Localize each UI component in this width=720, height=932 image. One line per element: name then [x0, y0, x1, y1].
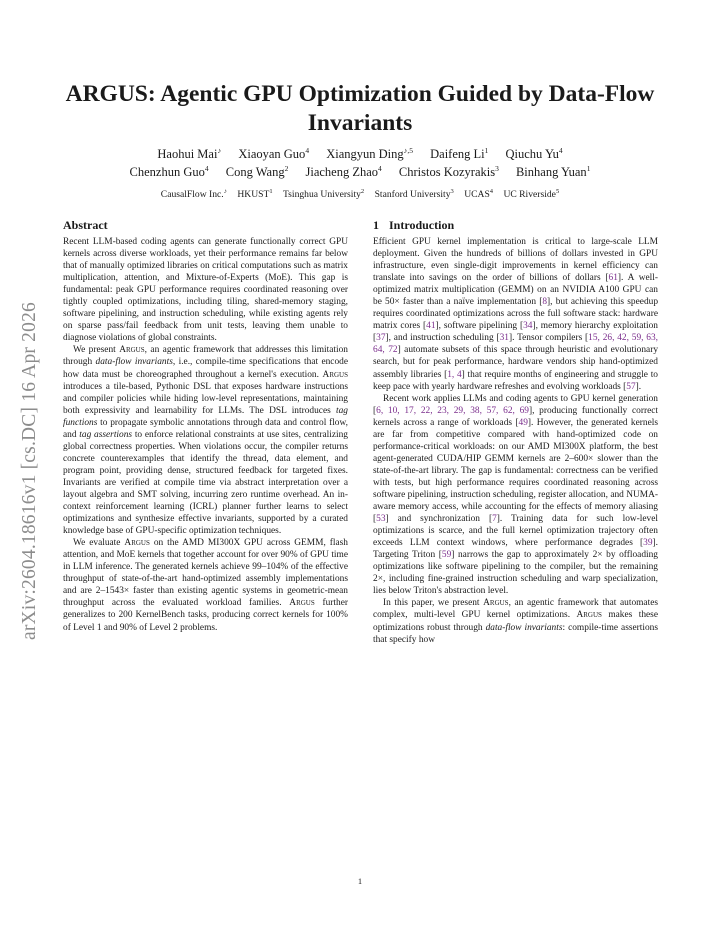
abstract-paragraph	[63, 236, 348, 344]
text-run: , i.e., compile-time specifications that encode how data must be choreographed throughout a kernel's execution.	[63, 357, 349, 380]
affiliation: HKUST$^1$	[237, 188, 273, 200]
affiliation: UCAS$^4$	[464, 188, 494, 200]
introduction-paragraph	[373, 393, 658, 598]
citation-link[interactable]: 59	[441, 550, 452, 561]
author: Xiangyun Ding$^{♪,5}$	[326, 146, 413, 161]
citation-link[interactable]: 34	[523, 321, 533, 332]
author: Haohui Mai♪	[157, 146, 222, 161]
text-run: ]. Training data for such low-level optimizations is scarce, and the full kernel optimization trajectory often exceeds LLM context windows, where performance degrades [	[373, 514, 658, 549]
citation-link[interactable]: 15, 26, 42, 59, 63, 64, 72	[373, 333, 659, 356]
system-name: Argus	[322, 369, 348, 380]
text-run: In this paper, we present	[383, 598, 484, 609]
emphasis-text: tag assertions	[79, 429, 133, 440]
abstract-paragraph	[63, 537, 348, 633]
arxiv-identifier: arXiv:2604.18616v1 [cs.DC] 16 Apr 2026	[19, 302, 40, 640]
text-run: ] that require months of engineering and struggle to keep pace with yearly hardware refreshes and evolving workloads [	[373, 369, 658, 392]
introduction-column	[373, 217, 658, 646]
author: Binhang Yuan$^1$	[515, 164, 591, 179]
citation-link[interactable]: 37	[376, 333, 386, 344]
author: Cong Wang$^2$	[225, 164, 289, 179]
citation-link[interactable]: 1, 4	[447, 369, 462, 380]
author: Chenzhun Guo$^4$	[129, 164, 209, 179]
text-run: ], software pipelining [	[435, 321, 524, 332]
system-name: Argus	[124, 538, 150, 549]
abstract-column	[63, 217, 348, 634]
text-run: to enforce relational constraints at use sites, centralizing global correctness properties. When violations occur, the compiler returns concrete counterexamples that identify the thread, data element, and program point, providing dense, structured feedback for targeted fixes. Invariants are verified at compile time via abstract interpretation over a layout algebra and SMT solving, incurring zero runtime overhead. An in-context reinforcement learning (ICRL) planner further learns to select optimizations and synthesize effective invariants, supported by a curated knowledge base of GPU-specific optimization techniques.	[63, 429, 348, 537]
author-list-row-2	[60, 164, 660, 180]
text-run: ] and synchronization [	[385, 514, 493, 525]
text-run: ] narrows the gap to approximately 2× by offloading optimizations like software pipelining to the compiler, but the remaining 2×, including fine-grained instruction scheduling and warp specialization, lies below Triton's abstraction level.	[373, 550, 658, 597]
text-run: ]. However, the generated kernels are far from competitive compared with hand-optimized code on performance-critical workloads: on our AMD MI300X platform, the best agent-generated CUDA/HIP GEMM kernels are 2–600× slower than the state-of-the-art library. The gap is fundamental: correctness can be verified with tests, but high performance requires coordinated reasoning across software pipelining, instruction scheduling, register allocation, and NUMA-aware memory access, while accounting for the effects of memory aliasing [	[373, 417, 658, 525]
text-run: We present	[73, 345, 120, 356]
text-run: Efficient GPU kernel implementation is critical to large-scale LLM deployment. Given the hundreds of billions of dollars invested in GPU infrastructure, even single-digit improvements in kernel efficiency can translate into savings on the order of billions of dollars [	[373, 237, 658, 284]
text-run: ], and instruction scheduling [	[385, 333, 500, 344]
section-title: Introduction	[389, 218, 455, 232]
text-run: ], memory hierarchy exploitation [	[373, 321, 658, 344]
emphasis-text: tag functions	[63, 405, 348, 428]
emphasis-text: data-flow invariants	[485, 622, 563, 633]
citation-link[interactable]: 61	[608, 273, 618, 284]
text-run: to propagate symbolic annotations through data and control flow, and	[63, 417, 348, 440]
affiliation: Tsinghua University$^2$	[282, 188, 365, 200]
text-run: ] automate subsets of this space through heuristic and evolutionary search, but for peak performance, hardware vendors ship hand-optimized assembly libraries [	[373, 345, 659, 380]
text-run: Recent LLM-based coding agents can generate functionally correct GPU kernels across diverse workloads, yet their performance remains far below that of manually optimized libraries on critical computations such as matrix multiplication, attention, and Mixture-of-Experts (MoE). This gap is fundamental: peak GPU performance requires coordinated reasoning over tightly coupled optimizations, including tiling, shared-memory staging, software pipelining, and instruction scheduling, while existing agents rely on sparse pass/fail feedback from unit tests, leaving them unable to diagnose violations of global constraints.	[63, 237, 348, 344]
citation-link[interactable]: 7	[492, 514, 497, 525]
introduction-heading	[373, 217, 658, 233]
author: Christos Kozyrakis$^3$	[398, 164, 499, 179]
text-run: : compile-time assertions that specify how	[373, 622, 659, 645]
system-name: Argus	[576, 610, 602, 621]
text-run: ], producing functionally correct kernels across a range of workloads [	[373, 405, 658, 428]
text-run: , an agentic framework that addresses this limitation through	[63, 345, 348, 368]
text-run: ]. Targeting Triton [	[373, 538, 658, 561]
text-run: ].	[635, 381, 642, 392]
citation-link[interactable]: 31	[499, 333, 509, 344]
citation-link[interactable]: 57	[626, 381, 636, 392]
citation-link[interactable]: 39	[643, 538, 653, 549]
system-name: Argus	[289, 598, 315, 609]
section-number: 1	[373, 218, 379, 232]
text-run: makes these optimizations robust through	[373, 610, 658, 633]
introduction-paragraph	[373, 597, 658, 645]
text-run: introduces a tile-based, Pythonic DSL that exposes hardware instructions and compiler policies while hiding low-level representations, maintaining both expressivity and learnability for LLMs. The DSL introduces	[63, 381, 348, 416]
citation-link[interactable]: 53	[376, 514, 386, 525]
author: Qiuchu Yu$^4$	[505, 146, 563, 161]
citation-link[interactable]: 6, 10, 17, 22, 23, 29, 38, 57, 62, 69	[376, 405, 529, 416]
citation-link[interactable]: 41	[426, 321, 436, 332]
author: Xiaoyan Guo$^4$	[238, 146, 310, 161]
paper-title: ARGUS: Agentic GPU Optimization Guided by Data-Flow Invariants	[65, 81, 655, 136]
affiliation: UC Riverside$^5$	[503, 188, 560, 200]
abstract-heading: Abstract	[63, 218, 108, 232]
affiliation: CausalFlow Inc.♪	[160, 188, 227, 200]
citation-link[interactable]: 49	[518, 417, 528, 428]
system-name: Argus	[483, 598, 509, 609]
text-run: Recent work applies LLMs and coding agents to GPU kernel generation [	[373, 393, 658, 416]
introduction-paragraph	[373, 236, 658, 393]
author: Daifeng Li$^1$	[430, 146, 489, 161]
abstract-paragraph	[63, 344, 348, 537]
citation-link[interactable]: 8	[542, 297, 548, 308]
affiliation: Stanford University$^3$	[374, 188, 454, 200]
text-run: on the AMD MI300X GPU across GEMM, flash attention, and MoE kernels that together account for over 90% of GPU time in LLM inference. The generated kernels achieve 99–104% of the effective throughput of state-of-the-art hand-optimized assembly implementations and are 2–1543× faster than existing agentic systems in geometric-mean throughput across the evaluated workload families.	[63, 538, 348, 609]
author: Jiacheng Zhao$^4$	[305, 164, 382, 179]
page-number: 1	[357, 876, 363, 886]
author-list-row-1	[60, 146, 660, 162]
text-run: We evaluate	[73, 538, 125, 549]
text-run: further generalizes to 200 KernelBench tasks, producing correct kernels for 100% of Level 1 and 90% of Level 2 problems.	[63, 598, 348, 633]
text-run: ], but achieving this speedup requires coordinated optimizations across the full software stack: hardware matrix cores [	[373, 297, 659, 332]
emphasis-text: data-flow invariants	[95, 357, 173, 368]
system-name: Argus	[119, 345, 145, 356]
text-run: , an agentic framework that automates complex, multi-level GPU kernel optimizations.	[373, 598, 658, 621]
text-run: ]. A well-optimized matrix multiplication (GEMM) on an NVIDIA A100 GPU can be 50× faster than a naïve implementation [	[373, 273, 658, 308]
text-run: ]. Tensor compilers [	[508, 333, 589, 344]
affiliation-list	[60, 188, 660, 200]
